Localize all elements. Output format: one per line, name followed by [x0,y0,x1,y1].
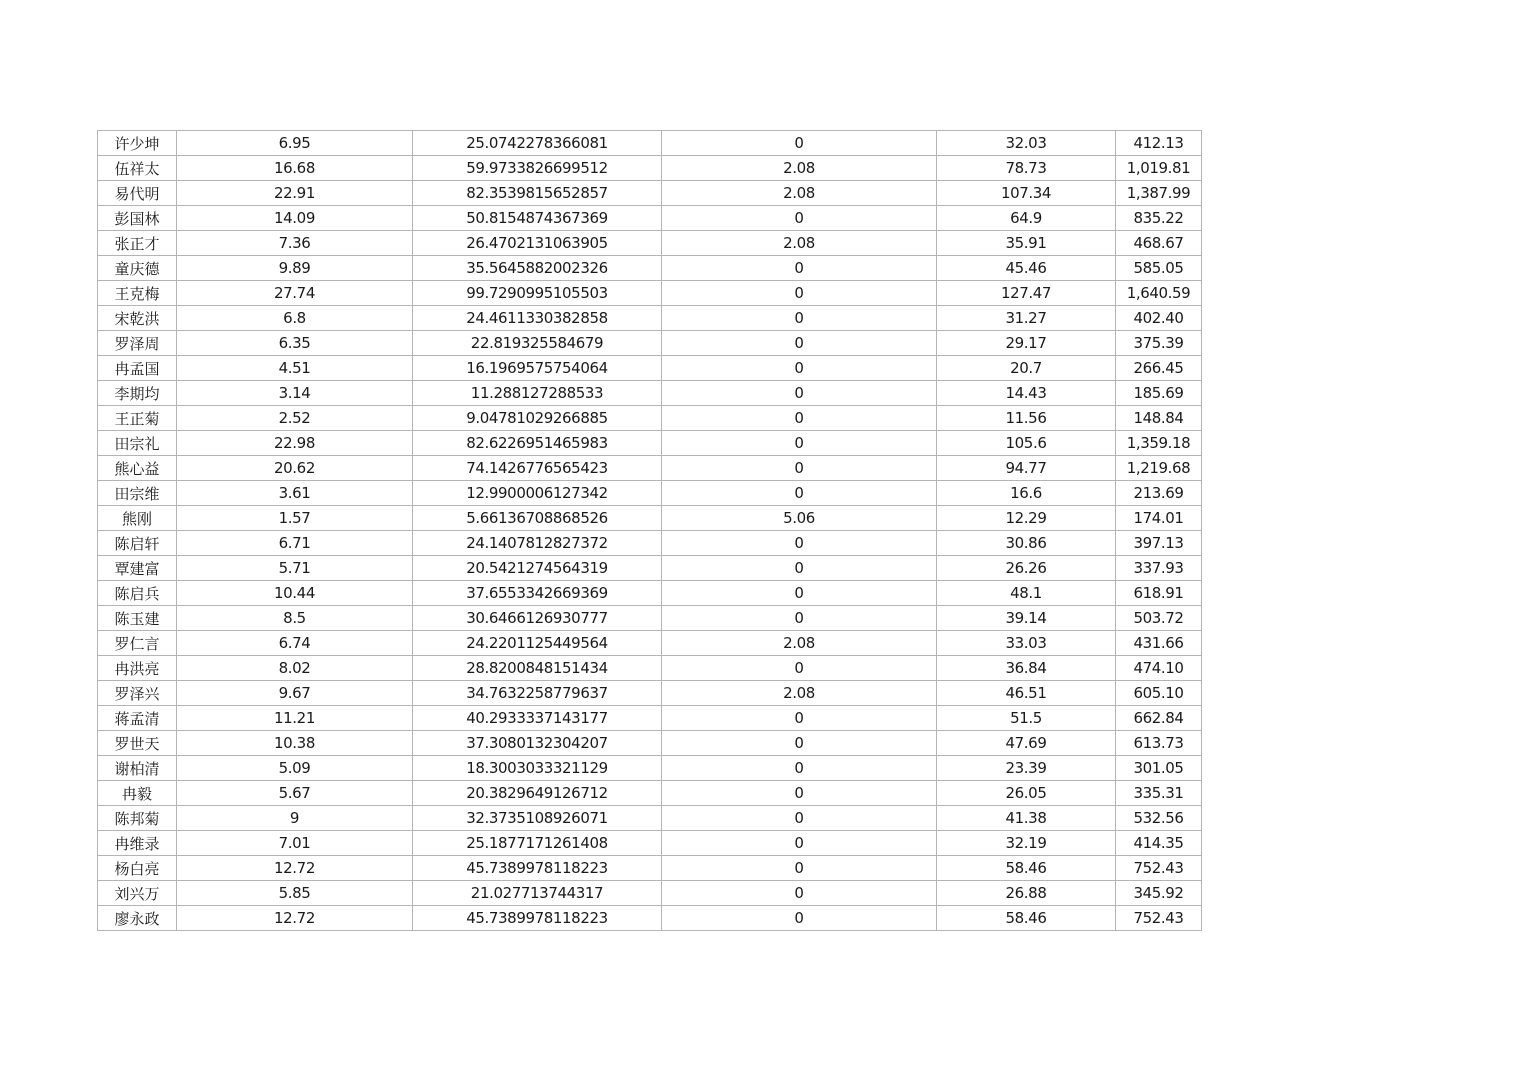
table-cell-name: 罗泽兴 [98,681,177,706]
table-cell-col-4: 0 [662,306,937,331]
table-row [98,731,1202,756]
table-cell-col-3: 9.04781029266885 [413,406,662,431]
table-cell-col-5: 94.77 [937,456,1116,481]
table-cell-name: 陈启轩 [98,531,177,556]
table-row [98,831,1202,856]
table-cell-col-6: 174.01 [1116,506,1202,531]
table-row [98,331,1202,356]
table-cell-col-2: 6.35 [177,331,413,356]
table-cell-col-2: 12.72 [177,856,413,881]
table-cell-name: 伍祥太 [98,156,177,181]
table-cell-col-3: 28.8200848151434 [413,656,662,681]
table-cell-col-2: 3.14 [177,381,413,406]
table-cell-col-4: 0 [662,481,937,506]
table-cell-col-6: 618.91 [1116,581,1202,606]
table-body [98,131,1202,931]
table-cell-col-6: 335.31 [1116,781,1202,806]
table-row [98,856,1202,881]
table-cell-col-6: 585.05 [1116,256,1202,281]
table-cell-col-2: 8.02 [177,656,413,681]
table-cell-col-3: 25.1877171261408 [413,831,662,856]
table-cell-col-4: 0 [662,881,937,906]
table-row [98,456,1202,481]
table-cell-col-2: 5.71 [177,556,413,581]
table-cell-col-6: 532.56 [1116,806,1202,831]
table-cell-name: 童庆德 [98,256,177,281]
table-cell-col-6: 148.84 [1116,406,1202,431]
table-cell-col-5: 26.88 [937,881,1116,906]
table-row [98,256,1202,281]
table-cell-col-3: 18.3003033321129 [413,756,662,781]
table-row [98,531,1202,556]
table-cell-col-4: 2.08 [662,156,937,181]
table-cell-col-5: 46.51 [937,681,1116,706]
table-cell-name: 廖永政 [98,906,177,931]
table-cell-col-2: 5.09 [177,756,413,781]
table-cell-col-3: 45.7389978118223 [413,856,662,881]
table-cell-col-2: 9.89 [177,256,413,281]
table-cell-name: 冉孟国 [98,356,177,381]
table-cell-col-6: 1,387.99 [1116,181,1202,206]
table-cell-name: 易代明 [98,181,177,206]
table-cell-col-4: 0 [662,706,937,731]
table-cell-name: 杨白亮 [98,856,177,881]
table-row [98,581,1202,606]
table-cell-col-3: 37.6553342669369 [413,581,662,606]
table-cell-col-4: 5.06 [662,506,937,531]
table-cell-name: 冉毅 [98,781,177,806]
table-cell-name: 罗世天 [98,731,177,756]
table-cell-col-4: 0 [662,281,937,306]
table-cell-col-6: 337.93 [1116,556,1202,581]
table-cell-col-4: 0 [662,356,937,381]
table-cell-col-6: 835.22 [1116,206,1202,231]
table-cell-col-4: 0 [662,531,937,556]
table-cell-col-4: 0 [662,906,937,931]
table-cell-name: 刘兴万 [98,881,177,906]
table-cell-name: 冉洪亮 [98,656,177,681]
table-row [98,206,1202,231]
table-cell-col-5: 64.9 [937,206,1116,231]
table-cell-col-2: 2.52 [177,406,413,431]
table-cell-col-3: 24.4611330382858 [413,306,662,331]
table-cell-name: 李期均 [98,381,177,406]
table-cell-col-5: 26.26 [937,556,1116,581]
table-cell-col-2: 7.01 [177,831,413,856]
table-cell-col-4: 0 [662,131,937,156]
table-cell-col-3: 16.1969575754064 [413,356,662,381]
table-cell-col-2: 12.72 [177,906,413,931]
table-cell-col-6: 503.72 [1116,606,1202,631]
table-cell-name: 罗仁言 [98,631,177,656]
table-cell-col-3: 82.3539815652857 [413,181,662,206]
table-cell-col-6: 301.05 [1116,756,1202,781]
table-cell-col-2: 6.71 [177,531,413,556]
table-row [98,806,1202,831]
table-row [98,906,1202,931]
table-cell-col-5: 127.47 [937,281,1116,306]
table-cell-col-6: 185.69 [1116,381,1202,406]
table-cell-col-4: 0 [662,206,937,231]
table-cell-col-3: 26.4702131063905 [413,231,662,256]
table-cell-col-4: 0 [662,431,937,456]
table-cell-col-4: 0 [662,856,937,881]
table-cell-col-5: 29.17 [937,331,1116,356]
table-cell-col-2: 4.51 [177,356,413,381]
table-row [98,606,1202,631]
table-cell-col-5: 32.03 [937,131,1116,156]
table-cell-col-5: 35.91 [937,231,1116,256]
table-row [98,181,1202,206]
table-cell-name: 覃建富 [98,556,177,581]
table-cell-col-2: 16.68 [177,156,413,181]
table-cell-col-4: 0 [662,456,937,481]
table-cell-col-5: 58.46 [937,906,1116,931]
table-cell-col-3: 99.7290995105503 [413,281,662,306]
table-cell-col-6: 431.66 [1116,631,1202,656]
table-cell-col-4: 0 [662,781,937,806]
table-cell-col-6: 662.84 [1116,706,1202,731]
table-cell-col-5: 51.5 [937,706,1116,731]
table-row [98,681,1202,706]
table-cell-col-5: 20.7 [937,356,1116,381]
table-cell-col-5: 47.69 [937,731,1116,756]
table-cell-col-4: 0 [662,256,937,281]
table-row [98,631,1202,656]
table-cell-col-3: 35.5645882002326 [413,256,662,281]
table-cell-col-6: 1,359.18 [1116,431,1202,456]
table-cell-col-3: 45.7389978118223 [413,906,662,931]
table-cell-name: 田宗礼 [98,431,177,456]
table-cell-col-5: 31.27 [937,306,1116,331]
table-cell-col-5: 45.46 [937,256,1116,281]
table-cell-col-5: 12.29 [937,506,1116,531]
table-cell-col-2: 10.38 [177,731,413,756]
table-cell-col-2: 14.09 [177,206,413,231]
table-cell-col-6: 412.13 [1116,131,1202,156]
table-cell-name: 陈邦菊 [98,806,177,831]
table-cell-col-4: 0 [662,406,937,431]
table-row [98,281,1202,306]
table-row [98,306,1202,331]
table-cell-col-6: 613.73 [1116,731,1202,756]
table-cell-col-4: 0 [662,731,937,756]
table-cell-col-6: 1,640.59 [1116,281,1202,306]
table-row [98,656,1202,681]
table-row [98,381,1202,406]
table-cell-col-3: 40.2933337143177 [413,706,662,731]
table-cell-col-3: 59.9733826699512 [413,156,662,181]
table-cell-col-2: 6.8 [177,306,413,331]
table-cell-col-4: 0 [662,656,937,681]
table-cell-name: 田宗维 [98,481,177,506]
table-cell-col-6: 375.39 [1116,331,1202,356]
table-cell-col-2: 7.36 [177,231,413,256]
table-cell-col-3: 24.2201125449564 [413,631,662,656]
table-cell-col-4: 0 [662,381,937,406]
table-cell-name: 熊心益 [98,456,177,481]
table-cell-name: 罗泽周 [98,331,177,356]
table-row [98,231,1202,256]
table-cell-col-4: 2.08 [662,681,937,706]
table-cell-col-2: 20.62 [177,456,413,481]
table-cell-name: 陈玉建 [98,606,177,631]
table-cell-col-2: 9 [177,806,413,831]
table-cell-col-2: 10.44 [177,581,413,606]
table-cell-col-3: 24.1407812827372 [413,531,662,556]
table-cell-col-3: 50.8154874367369 [413,206,662,231]
table-cell-col-2: 11.21 [177,706,413,731]
table-cell-col-4: 0 [662,806,937,831]
table-cell-col-4: 2.08 [662,231,937,256]
table-cell-col-5: 36.84 [937,656,1116,681]
table-row [98,356,1202,381]
table-row [98,781,1202,806]
table-cell-col-6: 213.69 [1116,481,1202,506]
table-cell-col-3: 30.6466126930777 [413,606,662,631]
data-table [97,130,1202,931]
table-cell-col-6: 397.13 [1116,531,1202,556]
table-cell-col-4: 0 [662,606,937,631]
table-cell-col-4: 0 [662,756,937,781]
table-cell-col-5: 58.46 [937,856,1116,881]
table-cell-name: 熊刚 [98,506,177,531]
table-cell-col-5: 30.86 [937,531,1116,556]
table-cell-col-6: 752.43 [1116,856,1202,881]
table-row [98,556,1202,581]
table-cell-col-3: 22.819325584679 [413,331,662,356]
table-cell-col-6: 1,019.81 [1116,156,1202,181]
table-cell-col-3: 11.288127288533 [413,381,662,406]
table-cell-col-4: 2.08 [662,181,937,206]
table-cell-col-5: 39.14 [937,606,1116,631]
table-row [98,481,1202,506]
table-row [98,156,1202,181]
table-cell-col-5: 41.38 [937,806,1116,831]
table-cell-name: 张正才 [98,231,177,256]
table-cell-col-5: 11.56 [937,406,1116,431]
table-cell-col-5: 32.19 [937,831,1116,856]
table-cell-col-3: 25.0742278366081 [413,131,662,156]
table-cell-col-4: 2.08 [662,631,937,656]
table-cell-name: 宋乾洪 [98,306,177,331]
table-cell-name: 谢柏清 [98,756,177,781]
table-cell-name: 陈启兵 [98,581,177,606]
table-cell-col-3: 21.027713744317 [413,881,662,906]
table-cell-col-6: 414.35 [1116,831,1202,856]
table-cell-col-2: 1.57 [177,506,413,531]
table-cell-col-4: 0 [662,556,937,581]
table-cell-col-2: 3.61 [177,481,413,506]
table-cell-col-6: 468.67 [1116,231,1202,256]
table-cell-col-3: 32.3735108926071 [413,806,662,831]
table-cell-col-6: 345.92 [1116,881,1202,906]
table-cell-col-2: 9.67 [177,681,413,706]
table-cell-col-5: 78.73 [937,156,1116,181]
table-cell-col-5: 23.39 [937,756,1116,781]
table-cell-col-3: 12.9900006127342 [413,481,662,506]
table-cell-col-3: 20.5421274564319 [413,556,662,581]
table-cell-name: 彭国林 [98,206,177,231]
table-cell-col-5: 26.05 [937,781,1116,806]
table-cell-col-2: 5.67 [177,781,413,806]
table-row [98,881,1202,906]
table-cell-col-6: 266.45 [1116,356,1202,381]
table-cell-col-5: 14.43 [937,381,1116,406]
table-cell-col-2: 6.95 [177,131,413,156]
table-row [98,131,1202,156]
table-cell-name: 蒋孟清 [98,706,177,731]
table-cell-col-5: 105.6 [937,431,1116,456]
table-cell-col-5: 16.6 [937,481,1116,506]
table-cell-col-3: 82.6226951465983 [413,431,662,456]
table-cell-col-3: 37.3080132304207 [413,731,662,756]
table-cell-name: 王克梅 [98,281,177,306]
table-cell-col-3: 20.3829649126712 [413,781,662,806]
table-cell-col-3: 34.7632258779637 [413,681,662,706]
table-row [98,406,1202,431]
table-cell-col-2: 22.91 [177,181,413,206]
table-cell-col-2: 5.85 [177,881,413,906]
table-cell-col-4: 0 [662,581,937,606]
table-row [98,706,1202,731]
table-cell-name: 王正菊 [98,406,177,431]
table-cell-col-5: 107.34 [937,181,1116,206]
table-cell-col-3: 5.66136708868526 [413,506,662,531]
table-row [98,506,1202,531]
table-cell-col-6: 402.40 [1116,306,1202,331]
table-cell-col-2: 8.5 [177,606,413,631]
table-cell-name: 冉维录 [98,831,177,856]
table-cell-col-6: 605.10 [1116,681,1202,706]
table-cell-col-3: 74.1426776565423 [413,456,662,481]
table-cell-col-6: 1,219.68 [1116,456,1202,481]
table-cell-col-5: 33.03 [937,631,1116,656]
table-cell-col-6: 752.43 [1116,906,1202,931]
table-cell-col-4: 0 [662,831,937,856]
table-row [98,756,1202,781]
table-cell-col-2: 22.98 [177,431,413,456]
table-cell-col-6: 474.10 [1116,656,1202,681]
table-cell-col-4: 0 [662,331,937,356]
table-cell-col-2: 27.74 [177,281,413,306]
table-cell-col-5: 48.1 [937,581,1116,606]
table-row [98,431,1202,456]
table-cell-col-2: 6.74 [177,631,413,656]
table-cell-name: 许少坤 [98,131,177,156]
